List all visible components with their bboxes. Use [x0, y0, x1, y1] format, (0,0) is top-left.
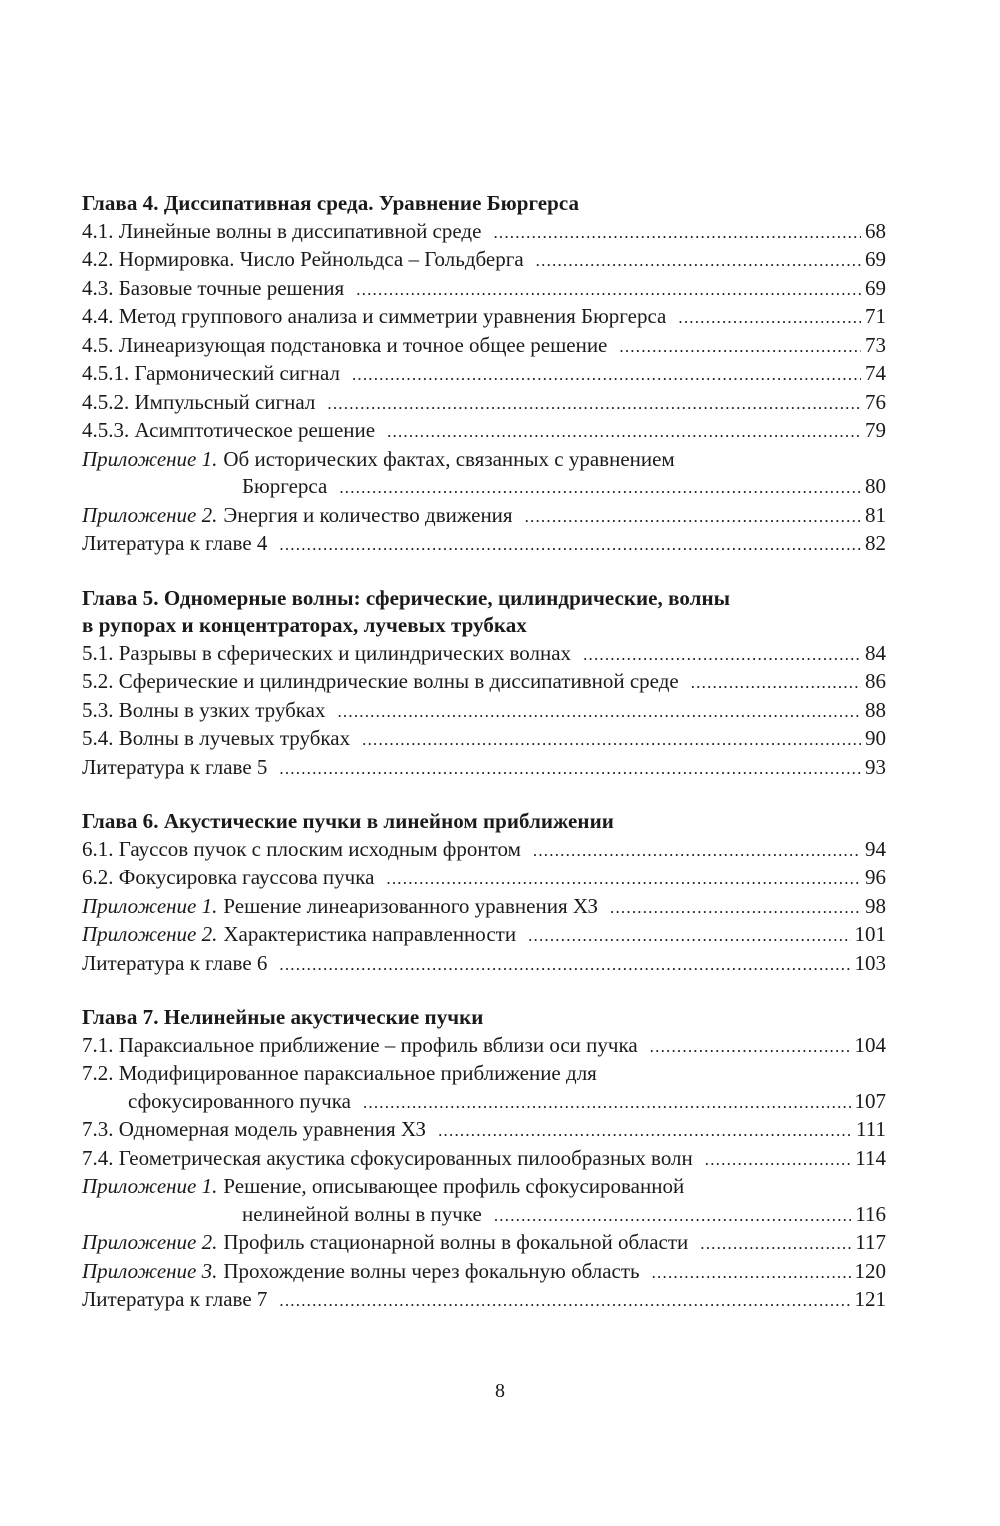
- entry-page: 104: [854, 1032, 886, 1057]
- entry-label: Характеристика направленности: [223, 922, 517, 946]
- toc-entry[interactable]: [82, 725, 886, 754]
- toc-entry-line-2[interactable]: [82, 1088, 886, 1117]
- entry-label: Прохождение волны через фокальную область: [223, 1258, 640, 1283]
- chapter-7: [82, 1004, 886, 1315]
- toc-entry[interactable]: [82, 1116, 886, 1145]
- toc-entry[interactable]: [82, 332, 886, 361]
- toc-entry-appendix-2[interactable]: [82, 921, 886, 950]
- dot-leader: [583, 641, 861, 669]
- chapter-title: Глава 6. Акустические пучки в линейном приближении: [82, 809, 614, 833]
- chapter-5: [82, 585, 886, 783]
- entry-page: 68: [865, 218, 886, 243]
- dot-leader: [610, 894, 861, 922]
- appendix-prefix: Приложение 2.: [82, 1230, 218, 1254]
- toc-entry[interactable]: [82, 864, 886, 893]
- toc-entry[interactable]: [82, 389, 886, 418]
- entry-page: 88: [865, 697, 886, 722]
- entry-page: 81: [865, 502, 886, 527]
- entry-page: 82: [865, 531, 886, 555]
- entry-label: Профиль стационарной волны в фокальной области: [223, 1230, 689, 1254]
- toc-entry[interactable]: [82, 836, 886, 865]
- entry-label: Литература к главе 5: [82, 754, 268, 779]
- appendix-prefix: Приложение 1.: [82, 1174, 218, 1198]
- dot-leader: [678, 304, 861, 332]
- entry-label: сфокусированного пучка: [128, 1088, 351, 1113]
- dot-leader: [363, 1089, 851, 1117]
- toc-entry[interactable]: [82, 218, 886, 247]
- entry-page: 74: [865, 361, 886, 385]
- page-number: 8: [495, 1380, 505, 1402]
- entry-label: Литература к главе 4: [82, 531, 268, 555]
- entry-label: 4.5.2. Импульсный сигнал: [82, 389, 316, 414]
- appendix-prefix: Приложение 1.: [82, 893, 218, 918]
- entry-label: 4.1. Линейные волны в диссипативной среде: [82, 218, 482, 243]
- entry-label: 4.2. Нормировка. Число Рейнольдса – Гольдберга: [82, 247, 524, 271]
- entry-label: 4.5. Линеаризующая подстановка и точное общее решение: [82, 332, 608, 357]
- dot-leader: [327, 390, 861, 418]
- entry-label: 4.4. Метод группового анализа и симметрии уравнения Бюргерса: [82, 304, 667, 328]
- toc-entry[interactable]: [82, 246, 886, 275]
- entry-label: нелинейной волны в пучке: [242, 1201, 482, 1226]
- entry-label: Решение линеаризованного уравнения ХЗ: [223, 893, 599, 918]
- dot-leader: [337, 698, 861, 726]
- toc-entry[interactable]: [82, 275, 886, 304]
- entry-page: 120: [854, 1258, 886, 1283]
- dot-leader: [494, 1202, 851, 1230]
- entry-page: 103: [854, 950, 886, 975]
- entry-page: 90: [865, 726, 886, 750]
- entry-label: 5.4. Волны в лучевых трубках: [82, 726, 351, 750]
- appendix-prefix: Приложение 3.: [82, 1258, 218, 1283]
- appendix-prefix: Приложение 2.: [82, 502, 218, 527]
- entry-page: 101: [854, 922, 886, 946]
- entry-label: 7.4. Геометрическая акустика сфокусированных пилообразных волн: [82, 1145, 693, 1170]
- toc-entry[interactable]: [82, 668, 886, 697]
- toc-entry-appendix-1-line-2[interactable]: [82, 473, 886, 502]
- table-of-contents: [82, 190, 886, 1341]
- dot-leader: [650, 1033, 851, 1061]
- entry-page: 121: [854, 1287, 886, 1311]
- toc-entry-literature[interactable]: [82, 754, 886, 783]
- dot-leader: [279, 755, 861, 783]
- chapter-4: [82, 190, 886, 559]
- entry-page: 93: [865, 754, 886, 779]
- entry-page: 117: [855, 1230, 886, 1254]
- toc-entry-appendix-1-line-2[interactable]: [82, 1201, 886, 1230]
- entry-page: 114: [855, 1145, 886, 1170]
- entry-label: 5.2. Сферические и цилиндрические волны в диссипативной среде: [82, 669, 679, 693]
- toc-entry[interactable]: [82, 360, 886, 389]
- entry-label: 4.3. Базовые точные решения: [82, 275, 345, 300]
- dot-leader: [528, 922, 850, 950]
- entry-label: 7.2. Модифицированное параксиальное приближение для: [82, 1061, 597, 1085]
- dot-leader: [652, 1259, 851, 1287]
- toc-entry[interactable]: [82, 1032, 886, 1061]
- dot-leader: [362, 726, 861, 754]
- entry-label: Литература к главе 7: [82, 1287, 268, 1311]
- entry-label: 4.5.1. Гармонический сигнал: [82, 361, 340, 385]
- entry-label: Об исторических фактах, связанных с уравнением: [223, 446, 675, 471]
- entry-label: 6.1. Гауссов пучок с плоским исходным фронтом: [82, 836, 521, 861]
- dot-leader: [691, 669, 861, 697]
- entry-label: 6.2. Фокусировка гауссова пучка: [82, 865, 375, 889]
- entry-label: 5.3. Волны в узких трубках: [82, 697, 326, 722]
- dot-leader: [279, 1287, 850, 1315]
- toc-entry[interactable]: [82, 697, 886, 726]
- entry-page: 111: [856, 1117, 886, 1141]
- chapter-title: Глава 4. Диссипативная среда. Уравнение Бюргерса: [82, 191, 580, 215]
- entry-label: Литература к главе 6: [82, 950, 268, 975]
- dot-leader: [525, 503, 861, 531]
- appendix-prefix: Приложение 2.: [82, 922, 218, 946]
- dot-leader: [700, 1230, 851, 1258]
- dot-leader: [533, 837, 861, 865]
- toc-entry-literature[interactable]: [82, 1286, 886, 1315]
- entry-page: 94: [865, 836, 886, 861]
- toc-entry[interactable]: [82, 417, 886, 446]
- entry-page: 69: [865, 247, 886, 271]
- entry-label: Бюргерса: [242, 474, 328, 498]
- entry-page: 86: [865, 669, 886, 693]
- toc-entry[interactable]: [82, 303, 886, 332]
- entry-label: 7.3. Одномерная модель уравнения ХЗ: [82, 1117, 427, 1141]
- chapter-title: Глава 7. Нелинейные акустические пучки: [82, 1005, 484, 1029]
- toc-entry[interactable]: [82, 640, 886, 669]
- chapter-title-line-1: Глава 5. Одномерные волны: сферические, цилиндрические, волны: [82, 585, 731, 610]
- dot-leader: [279, 531, 861, 559]
- entry-label: 7.1. Параксиальное приближение – профиль вблизи оси пучка: [82, 1032, 638, 1057]
- dot-leader: [279, 951, 850, 979]
- dot-leader: [438, 1117, 852, 1145]
- toc-entry[interactable]: [82, 1145, 886, 1174]
- chapter-6: [82, 808, 886, 978]
- entry-label: 4.5.3. Асимптотическое решение: [82, 418, 376, 442]
- entry-page: 73: [865, 332, 886, 357]
- toc-entry-appendix-1[interactable]: [82, 893, 886, 922]
- entry-page: 96: [865, 865, 886, 889]
- entry-page: 76: [865, 389, 886, 414]
- appendix-prefix: Приложение 1.: [82, 446, 218, 471]
- toc-entry-appendix-2[interactable]: [82, 502, 886, 531]
- entry-page: 116: [855, 1201, 886, 1226]
- dot-leader: [352, 361, 861, 389]
- entry-page: 79: [865, 418, 886, 442]
- toc-entry-literature[interactable]: [82, 950, 886, 979]
- entry-page: 98: [865, 893, 886, 918]
- toc-entry-appendix-2[interactable]: [82, 1229, 886, 1258]
- entry-page: 84: [865, 640, 886, 665]
- entry-page: 71: [865, 304, 886, 328]
- entry-page: 69: [865, 275, 886, 300]
- dot-leader: [536, 247, 861, 275]
- toc-entry-appendix-1-line-1[interactable]: [82, 1173, 886, 1201]
- toc-entry-line-1[interactable]: [82, 1060, 886, 1088]
- dot-leader: [356, 276, 861, 304]
- dot-leader: [705, 1146, 852, 1174]
- toc-entry-literature[interactable]: [82, 530, 886, 559]
- entry-page: 107: [854, 1088, 886, 1113]
- dot-leader: [493, 219, 861, 247]
- toc-entry-appendix-1-line-1[interactable]: [82, 446, 886, 474]
- dot-leader: [619, 333, 861, 361]
- chapter-title-line-2: в рупорах и концентраторах, лучевых трубках: [82, 613, 527, 637]
- entry-label: Энергия и количество движения: [223, 502, 513, 527]
- toc-entry-appendix-3[interactable]: [82, 1258, 886, 1287]
- dot-leader: [386, 865, 861, 893]
- dot-leader: [339, 474, 861, 502]
- entry-label: 5.1. Разрывы в сферических и цилиндрических волнах: [82, 640, 572, 665]
- entry-page: 80: [865, 474, 886, 498]
- entry-label: Решение, описывающее профиль сфокусированной: [223, 1174, 685, 1198]
- dot-leader: [387, 418, 861, 446]
